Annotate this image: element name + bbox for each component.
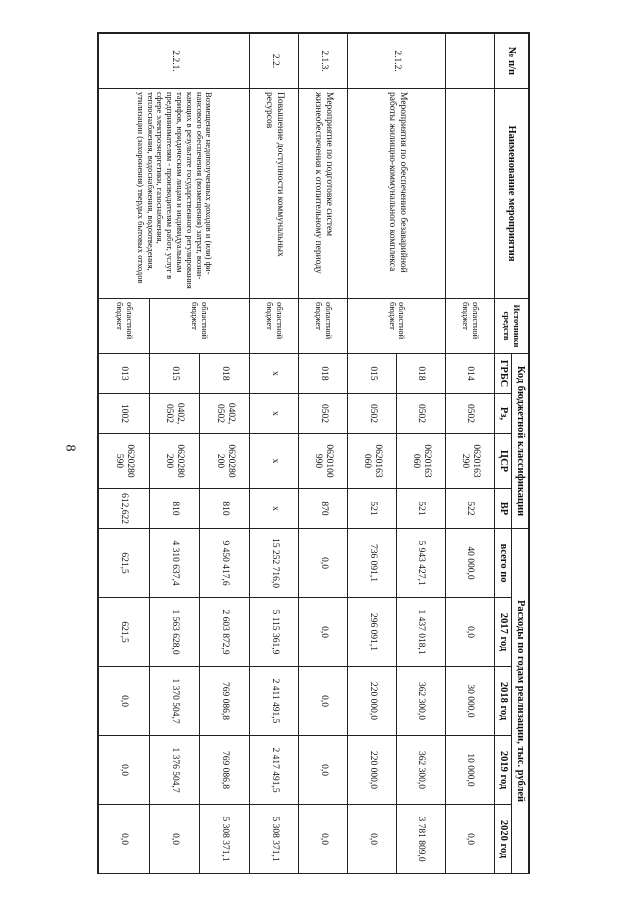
row-rz: 0402, 0502 [199,394,249,434]
row-total: 9 450 417,6 [199,529,249,598]
rotated-table-container [98,33,529,873]
header-2020: 2020 год [494,805,511,874]
row-source: областной бюджет [149,299,250,354]
header-rz: Рз, [494,394,511,434]
row-rz: x [250,394,299,434]
row-vr: 810 [199,489,249,529]
row-rz: 1002 [99,394,150,434]
row-2018: 0,0 [99,667,150,736]
row-2020: 3 781 809,0 [397,805,446,874]
row-2020: 0,0 [299,805,348,874]
header-row-1 [511,34,528,874]
header-grbs: ГРБС [494,354,511,394]
row-grbs: 018 [299,354,348,394]
row-rz: 0502 [299,394,348,434]
header-num: № п/п [494,34,528,89]
row-vr: 612,622 [99,489,150,529]
row-num [445,34,494,89]
row-name [445,89,494,299]
budget-table [98,33,529,874]
row-csr: 0620100 990 [299,434,348,489]
table-row [445,34,494,874]
row-2020: 0,0 [445,805,494,874]
header-csr: ЦСР [494,434,511,489]
header-vr: ВР [494,489,511,529]
row-total: 0,0 [299,529,348,598]
row-grbs: 015 [348,354,397,394]
row-2019: 10 000,0 [445,736,494,805]
row-csr: 0620163 060 [348,434,397,489]
header-total: всего по [494,529,511,598]
row-2019: 220 000,0 [348,736,397,805]
row-2020: 0,0 [348,805,397,874]
row-rz: 0502 [397,394,446,434]
row-num: 2.1.2. [348,34,446,89]
page-number: 8 [62,444,78,452]
header-2017: 2017 год [494,598,511,667]
row-csr: 0620280 590 [99,434,150,489]
header-expenses: Расходы по годам реализации, тыс. рублей [511,529,528,874]
row-total: 15 252 716,0 [250,529,299,598]
row-2017: 1 563 628,0 [149,598,199,667]
row-source: областной бюджет [348,299,446,354]
row-rz: 0402, 0502 [149,394,199,434]
header-name: Наименование мероприятия [494,89,528,299]
row-total: 621,5 [99,529,150,598]
row-csr: 0620280 200 [149,434,199,489]
row-num: 2.2. [250,34,299,89]
table-row [199,34,249,874]
row-2020: 5 308 371,1 [250,805,299,874]
row-source: областной бюджет [299,299,348,354]
row-2018: 0,0 [299,667,348,736]
row-name: Повышение доступности коммунальных ресурсов [250,89,299,299]
row-2018: 2 411 491,5 [250,667,299,736]
row-2017: 0,0 [299,598,348,667]
row-2020: 0,0 [99,805,150,874]
row-2017: 2 603 872,9 [199,598,249,667]
row-csr: x [250,434,299,489]
row-2017: 621,5 [99,598,150,667]
row-2018: 362 300,0 [397,667,446,736]
row-name: Мероприятие по подготовке систем жизнеобеспечения к отопительному периоду [299,89,348,299]
row-source: областной бюджет [99,299,150,354]
row-2018: 220 000,0 [348,667,397,736]
table-row [397,34,446,874]
row-2019: 362 300,0 [397,736,446,805]
row-vr: 521 [348,489,397,529]
row-2020: 5 308 371,1 [199,805,249,874]
row-name: Возмещение недополученных доходов и (или) финансового обеспечения (возмещения) затрат, возникающих в результате государственного регулирования тарифов, юридическим лицам и индивидуальным предпринимателям - производителям работ, услуг в сфере электроэнергетики, газоснабжения, теплоснабжения, водоснабжения, водоотведения, утилизации (захоронения) твердых бытовых отходов [99,89,250,299]
row-rz: 0502 [348,394,397,434]
header-2018: 2018 год [494,667,511,736]
row-total: 5 943 427,1 [397,529,446,598]
row-2017: 5 115 361,9 [250,598,299,667]
row-csr: 0620163 060 [397,434,446,489]
row-num: 2.2.1. [99,34,250,89]
row-vr: 810 [149,489,199,529]
row-2018: 1 370 504,7 [149,667,199,736]
row-2019: 1 376 504,7 [149,736,199,805]
row-grbs: 013 [99,354,150,394]
row-total: 40 000,0 [445,529,494,598]
row-vr: 522 [445,489,494,529]
row-total: 736 091,1 [348,529,397,598]
row-source: областной бюджет [445,299,494,354]
row-source: областной бюджет [250,299,299,354]
row-grbs: x [250,354,299,394]
header-budget-code: Код бюджетной классификации [511,354,528,529]
row-2019: 0,0 [99,736,150,805]
row-2020: 0,0 [149,805,199,874]
row-name: Мероприятия по обеспечению безаварийной работы жилищно-коммунального комплекса [348,89,446,299]
row-2019: 769 086,8 [199,736,249,805]
row-csr: 0620280 200 [199,434,249,489]
header-source: Источники средств [494,299,528,354]
row-grbs: 014 [445,354,494,394]
table-row [299,34,348,874]
row-2019: 0,0 [299,736,348,805]
row-vr: x [250,489,299,529]
row-2019: 2 417 491,5 [250,736,299,805]
row-grbs: 018 [199,354,249,394]
row-rz: 0502 [445,394,494,434]
row-grbs: 018 [397,354,446,394]
row-2018: 769 086,8 [199,667,249,736]
row-vr: 521 [397,489,446,529]
row-num: 2.1.3. [299,34,348,89]
row-2018: 30 000,0 [445,667,494,736]
row-2017: 1 437 018,1 [397,598,446,667]
header-2019: 2019 год [494,736,511,805]
table-row [250,34,299,874]
row-total: 4 310 637,4 [149,529,199,598]
table-frame [97,32,530,874]
row-2017: 0,0 [445,598,494,667]
row-vr: 870 [299,489,348,529]
row-2017: 296 091,1 [348,598,397,667]
row-grbs: 015 [149,354,199,394]
row-csr: 0620163 290 [445,434,494,489]
